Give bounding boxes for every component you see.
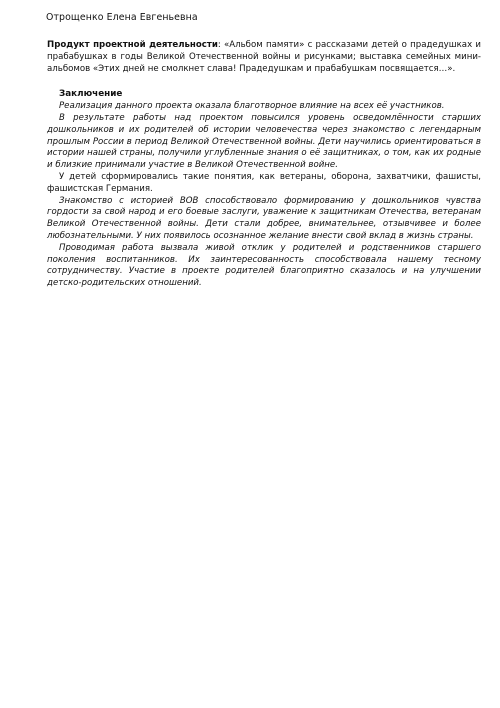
author-name: Отрощенко Елена Евгеньевна	[46, 12, 198, 23]
conclusion-paragraph-2: В результате работы над проектом повысился уровень осведомлённости старших дошкольников и их родителей об истории человечества через знакомство с легендарным прошлым России в период Великой Отечественной войны. Дети научились ориентироваться в истории нашей страны, получили углубленные знания о её защитниках, о том, как их родные и близкие принимали участие в Великой Отечественной войне.	[47, 112, 481, 171]
conclusion-paragraph-4: Знакомство с историей ВОВ способствовало формированию у дошкольников чувства гордости за свой народ и его боевые заслуги, уважение к защитникам Отечества, ветеранам Великой Отечественной войны. Дети стали добрее, внимательнее, отзывчивее и более любознательными. У них появилось осознанное желание внести свой вклад в жизнь страны.	[47, 195, 481, 241]
conclusion-heading: Заключение	[59, 89, 123, 100]
product-description: : «Альбом памяти» с рассказами детей о прадедушках и прабабушках в годы Великой Отечественной войны и рисунками; выставка семейных мини-альбомов «Этих дней не смолкнет слава! Прадедушкам и прабабушкам посвящается…».	[47, 40, 481, 74]
document-body	[47, 40, 481, 290]
product-heading: Продукт проектной деятельности	[47, 40, 218, 50]
product-paragraph	[47, 40, 481, 75]
conclusion-paragraph-1: Реализация данного проекта оказала благотворное влияние на всех её участников.	[59, 101, 445, 112]
conclusion-paragraph-5: Проводимая работа вызвала живой отклик у родителей и родственников старшего поколения воспитанников. Их заинтересованность способствовала нашему тесному сотрудничеству. Участие в проекте родителей благоприятно сказалось и на улучшении детско-родительских отношений.	[47, 242, 481, 289]
conclusion-paragraph-3: У детей сформировались такие понятия, как ветераны, оборона, захватчики, фашисты, фашистская Германия.	[47, 171, 481, 194]
